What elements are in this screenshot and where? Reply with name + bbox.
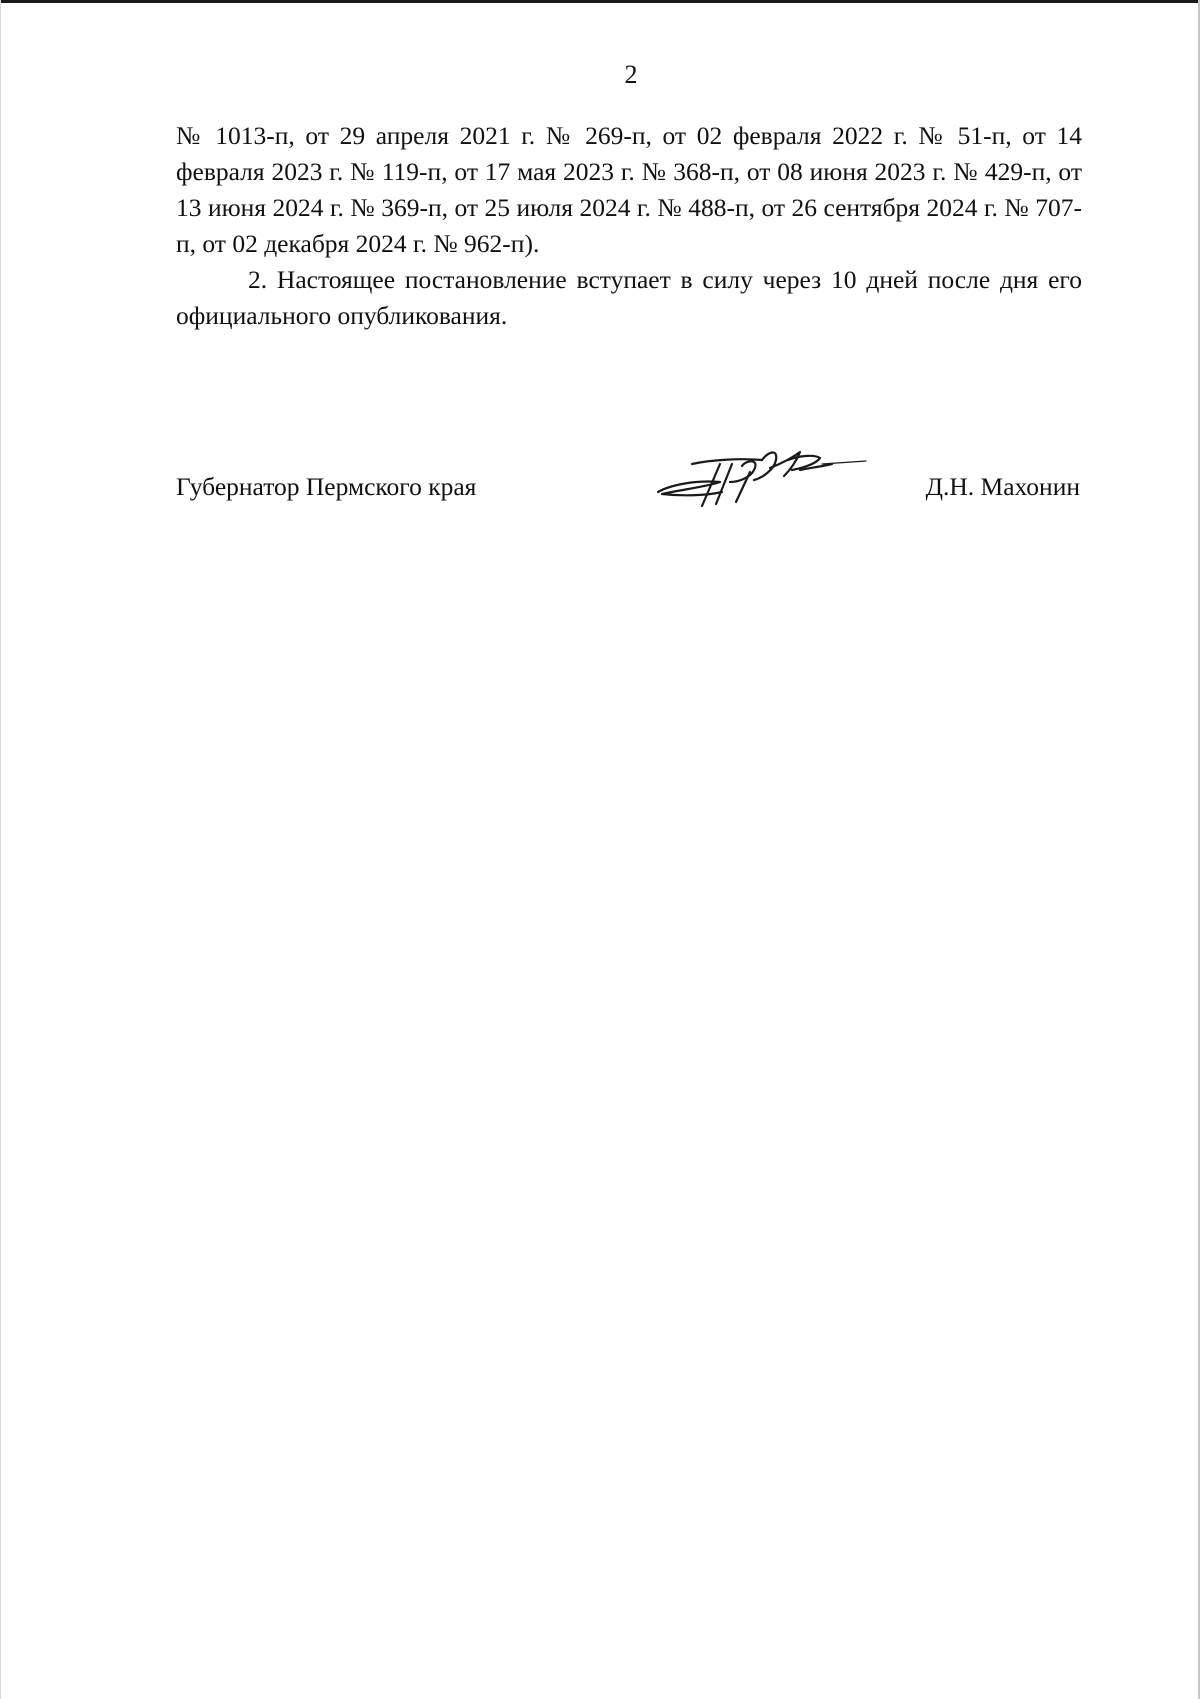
handwritten-signature [650, 430, 870, 510]
scan-edge-left [0, 0, 1, 1699]
paragraph-amendments-list: № 1013-п, от 29 апреля 2021 г. № 269-п, от 02 февраля 2022 г. № 51-п, от 14 февраля 2023 г. № 119-п, от 17 мая 2023 г. № 368-п, от 08 июня 2023 г. № 429-п, от 13 июня 2024 г. № 369-п, от 25 июля 2024 г. № 488-п, от 26 сентября 2024 г. № 707-п, от 02 декабря 2024 г. № 962-п). [176, 121, 1082, 258]
signer-name: Д.Н. Махонин [925, 472, 1080, 501]
paragraph-effective-date: 2. Настоящее постановление вступает в силу через 10 дней после дня его официального опубликования. [176, 265, 1082, 330]
signature-block [0, 430, 1200, 510]
document-body [176, 118, 1082, 334]
scan-edge-top [0, 0, 1200, 3]
signer-position: Губернатор Пермского края [176, 472, 477, 501]
page-number: 2 [624, 60, 638, 89]
